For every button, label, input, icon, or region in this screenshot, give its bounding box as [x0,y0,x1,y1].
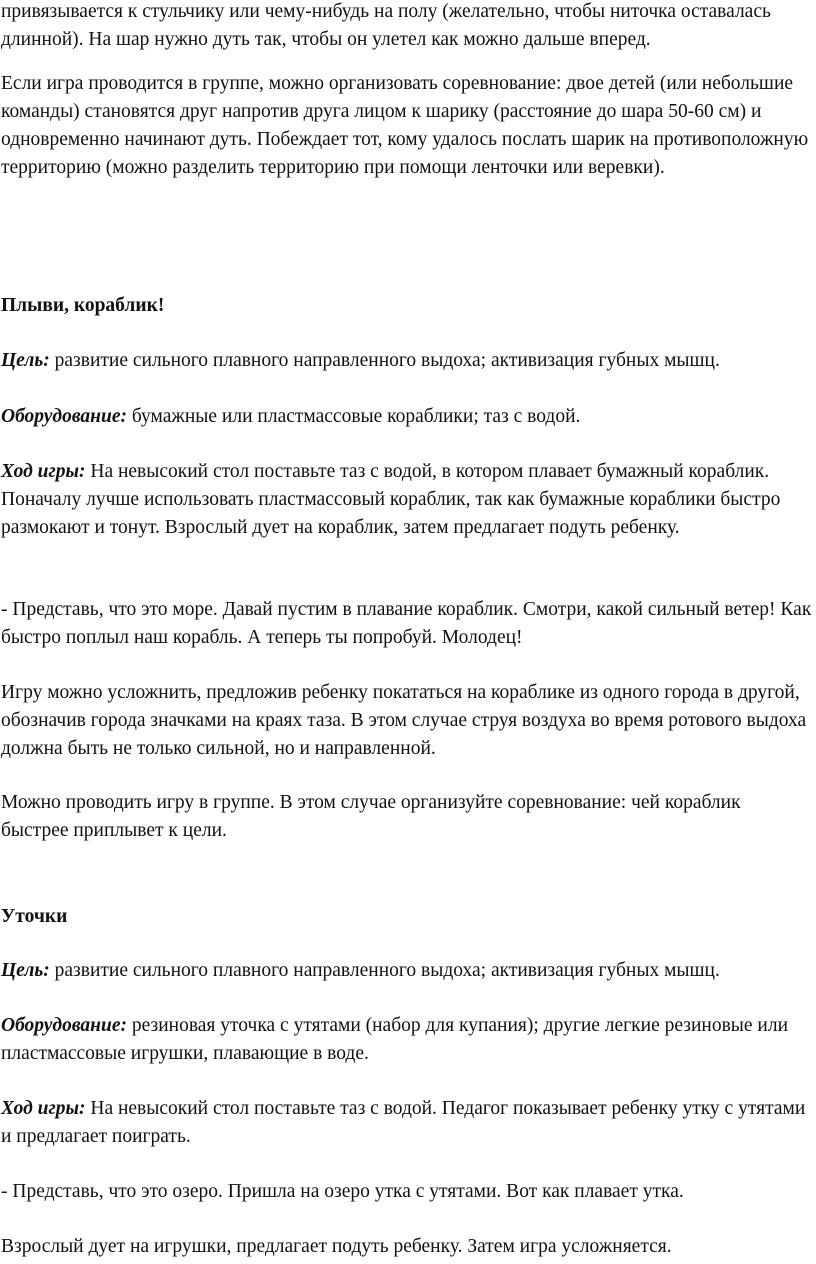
process-text: На невысокий стол поставьте таз с водой. Педагог показывает ребенку утку с утятами и предлагает поиграть. [1,1098,806,1147]
korablik-process [1,458,812,542]
utochki-process [1,1095,812,1151]
korablik-group: Можно проводить игру в группе. В этом случае организуйте соревнование: чей кораблик быстрее приплывет к цели. [1,792,741,841]
goal-label: Цель: [1,350,50,371]
utochki-goal [1,957,812,985]
process-label: Ход игры: [1,461,86,482]
korablik-complication: Игру можно усложнить, предложив ребенку покататься на кораблике из одного города в другой, обозначив города значками на краях таза. В этом случае струя воздуха во время ротового выдоха должна быть не только сильной, но и направленной. [1,682,807,759]
korablik-speech: - Представь, что это море. Давай пустим в плавание кораблик. Смотри, какой сильный ветер! Как быстро поплыл наш корабль. А теперь ты попробуй. Молодец! [1,599,812,648]
utochki-equipment [1,1012,812,1068]
utochki-last-paragraph: Взрослый дует на игрушки, предлагает подуть ребенку. Затем игра усложняется. [1,1236,672,1257]
korablik-goal [1,347,812,375]
equipment-label: Оборудование: [1,1015,127,1036]
section-title-korablik: Плыви, кораблик! [1,295,165,316]
process-label: Ход игры: [1,1098,86,1119]
group-competition-paragraph: Если игра проводится в группе, можно организовать соревнование: двое детей (или небольшие команды) становятся друг напротив друга лицом к шарику (расстояние до шара 50-60 см) и одновременно начинают дуть. Побеждает тот, кому удалось послать шарик на противоположную территорию (можно разделить территорию при помощи ленточки или веревки). [1,73,809,178]
section-title-utochki: Уточки [1,906,68,927]
intro-paragraph: привязывается к стульчику или чему-нибудь на полу (желательно, чтобы ниточка оставалась длинной). На шар нужно дуть так, чтобы он улетел как можно дальше вперед. [1,1,771,50]
equipment-text: резиновая уточка с утятами (набор для купания); другие легкие резиновые или пластмассовые игрушки, плавающие в воде. [1,1015,789,1064]
goal-text: развитие сильного плавного направленного выдоха; активизация губных мышц. [49,960,720,981]
process-text: На невысокий стол поставьте таз с водой, в котором плавает бумажный кораблик. Поначалу лучше использовать пластмассовый кораблик, так как бумажные кораблики быстро размокают и тонут. Взрослый дует на кораблик, затем предлагает подуть ребенку. [1,461,781,538]
goal-label: Цель: [1,960,50,981]
utochki-speech: - Представь, что это озеро. Пришла на озеро утка с утятами. Вот как плавает утка. [1,1181,684,1202]
equipment-label: Оборудование: [1,406,127,427]
goal-text: развитие сильного плавного направленного выдоха; активизация губных мышц. [49,350,720,371]
korablik-equipment [1,403,812,431]
equipment-text: бумажные или пластмассовые кораблики; таз с водой. [126,406,581,427]
